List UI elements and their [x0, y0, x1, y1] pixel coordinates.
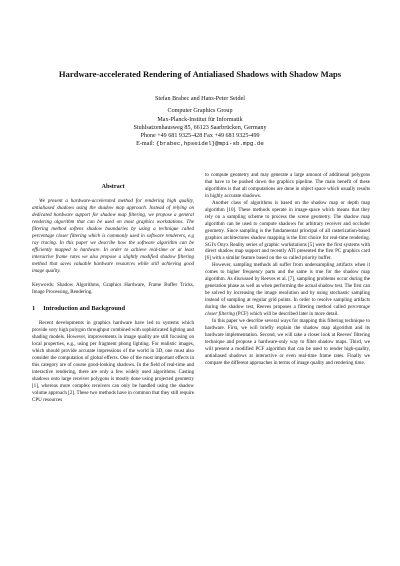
keywords: Keywords: Shadow Algorithms, Graphics Hardware, Frame Buffer Tricks, Image Processing, Rendering. [32, 282, 194, 296]
left-column [32, 183, 194, 404]
affiliation-email-line [20, 140, 380, 148]
author-block [20, 95, 380, 149]
pcf-term: percentage closer filtering [205, 304, 370, 318]
affiliation-institute: Max-Planck-Institut für Informatik [157, 116, 243, 123]
right-column [205, 172, 370, 367]
abstract-heading: Abstract [101, 183, 125, 190]
email-address: {brabec,hpseidel}@mpi-sb.mpg.de [155, 140, 264, 148]
affiliation-phone: Phone +49 681 9325-428 Fax +49 681 9325-499 [140, 133, 260, 140]
abstract-text: We present a hardware-accelerated method for rendering high quality, antialiased shadows using the shadow map approach. Instead of relying on dedicated hardware support for shadow map filtering, we propose a general rendering algorithm that can be used on most graphics workstations. The filtering method softens shadow boundaries by using a technique called percentage closer filtering which is commonly used in software renderers, e.g ray tracing. In this paper we describe how the software algorithm can be efficiently mapped to hardware. In order to achieve real-time or at least interactive frame rates we also propose a slightly modified shadow filtering method that saves valuable hardware resources while still achieving good image quality. [32, 198, 194, 274]
intro-paragraph-4: In this paper we describe several ways for mapping this filtering technique to hardware. First, we will briefly explain the shadow map algorithm and its hardware implementation. Second, we will take a closer look at Reeves' filtering technique and propose a hardware-only way to filter shadow maps. Third, we will present a modified PCF algorithm that can be used to render high-quality, antialiased shadows at interactive or even real-time frame rates. Finally we compare the different approaches in terms of image quality and rendering time. [205, 318, 370, 366]
section-number: 1 [32, 305, 36, 313]
intro-paragraph-2: Another class of algorithms is based on the shadow map or depth map algorithm [10]. These methods operate in image-space which means that they rely on a sampling scheme to process the scene geometry. The shadow map algorithm can be used to compute shadows for arbitrary receiver and occluder geometry. Since sampling is the fundamental principal of all rasterization-based graphics architectures shadow mapping is the first choice for real-time rendering. SGI's Onyx Reality series of graphic workstations [5] were the first systems with direct shadow map support and recently ATI presented the first PC graphics card [6] with a similar feature based on the so called priority buffer. [205, 199, 370, 262]
affiliation-address: Stuhlsatzenhausweg 85, 66123 Saarbrücken, Germany [133, 124, 267, 131]
affiliation-group: Computer Graphics Group [167, 108, 233, 115]
intro-paragraph-1: Recent developments in graphics hardware have led to systems which provide very high polygon throughput combined with sophisticated lighting and shading models. However, improvements in image quality are still focusing on local properties, e.g., using per fragment phong lighting. For realistic images, which should provide accurate impressions of the world in 3D, one must also consider the computation of global effects. One of the most important effects in this category are of course good-looking shadows. In the field of real-time and interactive rendering, there are only a few widely used algorithms. Casting shadows onto large receiver polygons is mostly done using projected geometry [1], whereas more complex receivers can only be handled using the shadow volume approach [2]. These two methods have in common that they still require CPU resources [32, 320, 194, 403]
section-title: Introduction and Background [43, 305, 126, 313]
intro-paragraph-3 [205, 262, 370, 318]
authors: Stefan Brabec and Hans-Peter Seidel [154, 96, 246, 102]
paragraph-3-text-a: However, sampling methods all suffer from undersampling artifacts when it comes to higher frequency parts and the same is true for the shadow map algorithm. As discussed by Reeves et al. [7], sampling problems occur during the generation phase as well as when performing the actual shadow test. The first can be solved by increasing the image resolution and by using stochastic sampling instead of sampling at regular grid points. In order to resolve sampling artifacts during the shadow test, Reeves proposes a filtering method called [205, 262, 370, 311]
section-heading [32, 305, 194, 313]
intro-paragraph-1-continued: to compute geometry and may generate a large amount of additional polygons that have to be pushed down the graphics pipeline. The main benefit of these algorithms is that all computations are done in object space which usually results in highly accurate shadows. [205, 172, 370, 199]
paper-title: Hardware-accelerated Rendering of Antialiased Shadows with Shadow Maps [58, 69, 342, 79]
email-label: E-mail: [136, 141, 156, 148]
paragraph-3-text-b: (PCF) which will be described later in more detail. [234, 311, 339, 318]
